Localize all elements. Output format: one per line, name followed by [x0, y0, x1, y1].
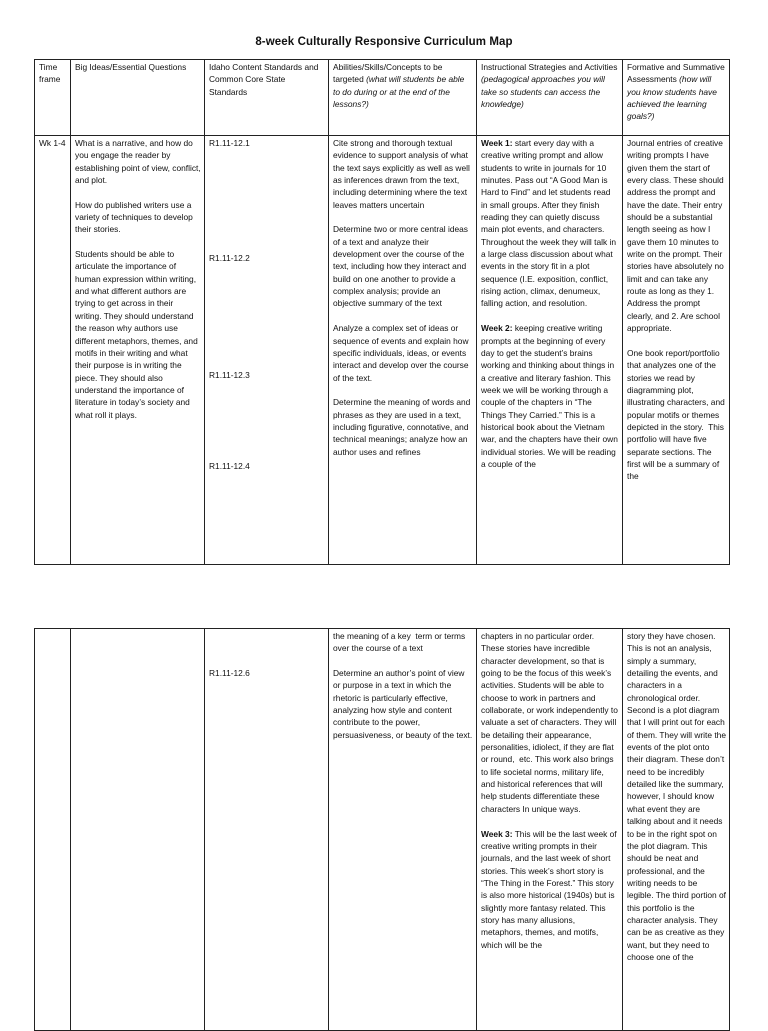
week-row-continued: [35, 629, 730, 1031]
assessment-continued: story they have chosen. This is not an analysis, simply a summary, detailing the events, and characters in a chronological order. Second is a plot diagram that I will print out for each of them. They will write the events of the plot onto their diagram. These don’t need to be incredibly detailed like the summary, however, I should know what event they are talking about and it needs to be in the right spot on the plot diagram. This should be neat and professional, and the writing needs to be legible. The third portion of this portfolio is the character analysis. They can be as creative as they want, but they need to choose one of the: [627, 631, 729, 962]
week-1-label: Week 1:: [481, 138, 513, 148]
assessments-cell: [623, 629, 730, 1031]
strategies-continued: chapters in no particular order. These stories have incredible character development, so that is going to be the focus of this week’s activities. Students will be able to choose to work in partners and collaborate, or work independently to valuate a set of characters. They will be detailing their appearance, personalities, idiolect, if they are flat or round, etc. This work also brings to life societal norms, military life, and historical references that will help students differentiate these characters In unique ways.: [481, 631, 621, 814]
standard-code: R1.11-12.2: [209, 253, 250, 264]
ability-paragraph: the meaning of a key term or terms over the course of a text: [333, 631, 468, 654]
week-3-label: Week 3:: [481, 828, 513, 839]
standards-cell: [205, 136, 329, 565]
big-idea-paragraph: How do published writers use a variety of techniques to develop their stories.: [75, 199, 196, 235]
header-assessments-italic: (how will you know students have achieved the learning goals?): [627, 74, 717, 122]
timeframe-cell: [35, 629, 71, 1031]
header-assessments: [623, 60, 730, 136]
header-row: [35, 60, 730, 136]
standard-code: R1.11-12.1: [209, 138, 250, 148]
header-standards: Idaho Content Standards and Common Core State Standards: [205, 60, 329, 136]
week-3-text: This will be the last week of creative writing prompts in their journals, and the last week of short stories. This week’s short story is “The Thing in the Forest.” This story is also more historical (1940s) but is slightly more fantasy related. This story has many allusions, metaphors, themes, and motifs, which will be the: [481, 828, 619, 950]
curriculum-table-page-1: [34, 59, 730, 565]
ability-paragraph: Analyze a complex set of ideas or sequence of events and explain how specific individuals, ideas, or events interact and develop over the course of the text.: [333, 323, 471, 383]
big-idea-paragraph: Students should be able to articulate the importance of human expression within writing, and what different authors are trying to get across in their writing. They should understand the reason why authors use different metaphors, themes, and motifs in their writing and what their purpose is in writing the piece. They should also understand the importance of literature in today’s society and what roll it plays.: [75, 249, 201, 420]
week-2-label: Week 2:: [481, 323, 513, 334]
big-ideas-cell: [71, 136, 205, 565]
week-row: [35, 136, 730, 565]
ability-paragraph: Determine an author’s point of view or purpose in a text in which the rhetoric is particularly effective, analyzing how style and content contribute to the power, persuasiveness, or beauty of the text.: [333, 668, 473, 740]
week-1-paragraph: [481, 137, 619, 310]
strategies-cell: [477, 629, 623, 1031]
header-abilities: [329, 60, 477, 136]
standard-code: R1.11-12.6: [209, 668, 250, 678]
header-timeframe: Time frame: [35, 60, 71, 136]
abilities-cell: [329, 136, 477, 565]
standards-cell: [205, 629, 329, 1031]
ability-paragraph: Determine the meaning of words and phrases as they are used in a text, including figurative, connotative, and technical meanings; analyze how an author uses and refines: [333, 397, 473, 457]
timeframe-cell: Wk 1-4: [35, 136, 71, 565]
standard-code: R1.11-12.4: [209, 460, 250, 471]
header-strategies-italic: (pedagogical approaches you will take so students can access the knowledge): [481, 74, 605, 110]
big-ideas-cell: [71, 629, 205, 1031]
week-2-text: keeping creative writing prompts at the beginning of every day to get the student’s brains working and thinking about things in a creative and literary fashion. This week we will be working through a couple of the chapters in “The Things They Carried.” This is a historical book about the Vietnam war, and the chapters have their own individual stories. We will be reading a couple of the: [481, 323, 621, 469]
assessments-cell: [623, 136, 730, 565]
header-strategies: [477, 60, 623, 136]
header-strategies-text: Instructional Strategies and Activities: [481, 62, 618, 72]
week-1-text: start every day with a creative writing prompt and allow students to write in journals for 10 minutes. Pass out “A Good Man is Hard to Find” and let students read in small groups. After they finish reading they can quietly discuss main plot events, and characters. Throughout the week they will talk in a large class discussion about what events in the story fit in a plot sequence (I.E. exposition, conflict, rising action, climax, denumeux, falling action, and resolution.: [481, 138, 619, 309]
ability-paragraph: Cite strong and thorough textual evidence to support analysis of what the text says explicitly as well as well as inferences drawn from the text, including determining where the text leaves matters uncertain: [333, 138, 473, 210]
standard-code: R1.11-12.3: [209, 370, 250, 381]
strategies-cell: [477, 136, 623, 565]
week-3-paragraph: [481, 828, 619, 951]
curriculum-table-page-2: [34, 628, 730, 1031]
page-title: 8-week Culturally Responsive Curriculum Map: [255, 36, 513, 48]
header-abilities-text: Abilities/Skills/Concepts to be targeted: [333, 62, 443, 85]
week-2-paragraph: [481, 322, 619, 470]
ability-paragraph: Determine two or more central ideas of a text and analyze their development over the course of the text, including how they interact and build on one another to provide a complex analysis; provide an objective summary of the text: [333, 224, 471, 309]
header-abilities-italic: (what will students be able to do during or at the end of the lessons?): [333, 74, 465, 110]
assessment-paragraph: Journal entries of creative writing prompts I have given them the start of every class. These should address the prompt and have the date. Their entry should be a substantial length seeing as how I gave them 10 minutes to write on the prompt. Their stories have absolutely no limit and can take any route as long as they 1. Address the prompt clearly, and 2. Are school appropriate.: [627, 138, 727, 334]
header-big-ideas: Big Ideas/Essential Questions: [71, 60, 205, 136]
big-idea-paragraph: What is a narrative, and how do you engage the reader by establishing point of view, conflict, and plot.: [75, 138, 204, 186]
header-assessments-text: Formative and Summative Assessments: [627, 62, 725, 85]
abilities-cell: [329, 629, 477, 1031]
assessment-paragraph: One book report/portfolio that analyzes one of the stories we read by diagramming plot, illustrating characters, and popular motifs or themes depicted in the story. This portfolio will have five separate sections. The first will be a summary of the: [627, 347, 728, 482]
